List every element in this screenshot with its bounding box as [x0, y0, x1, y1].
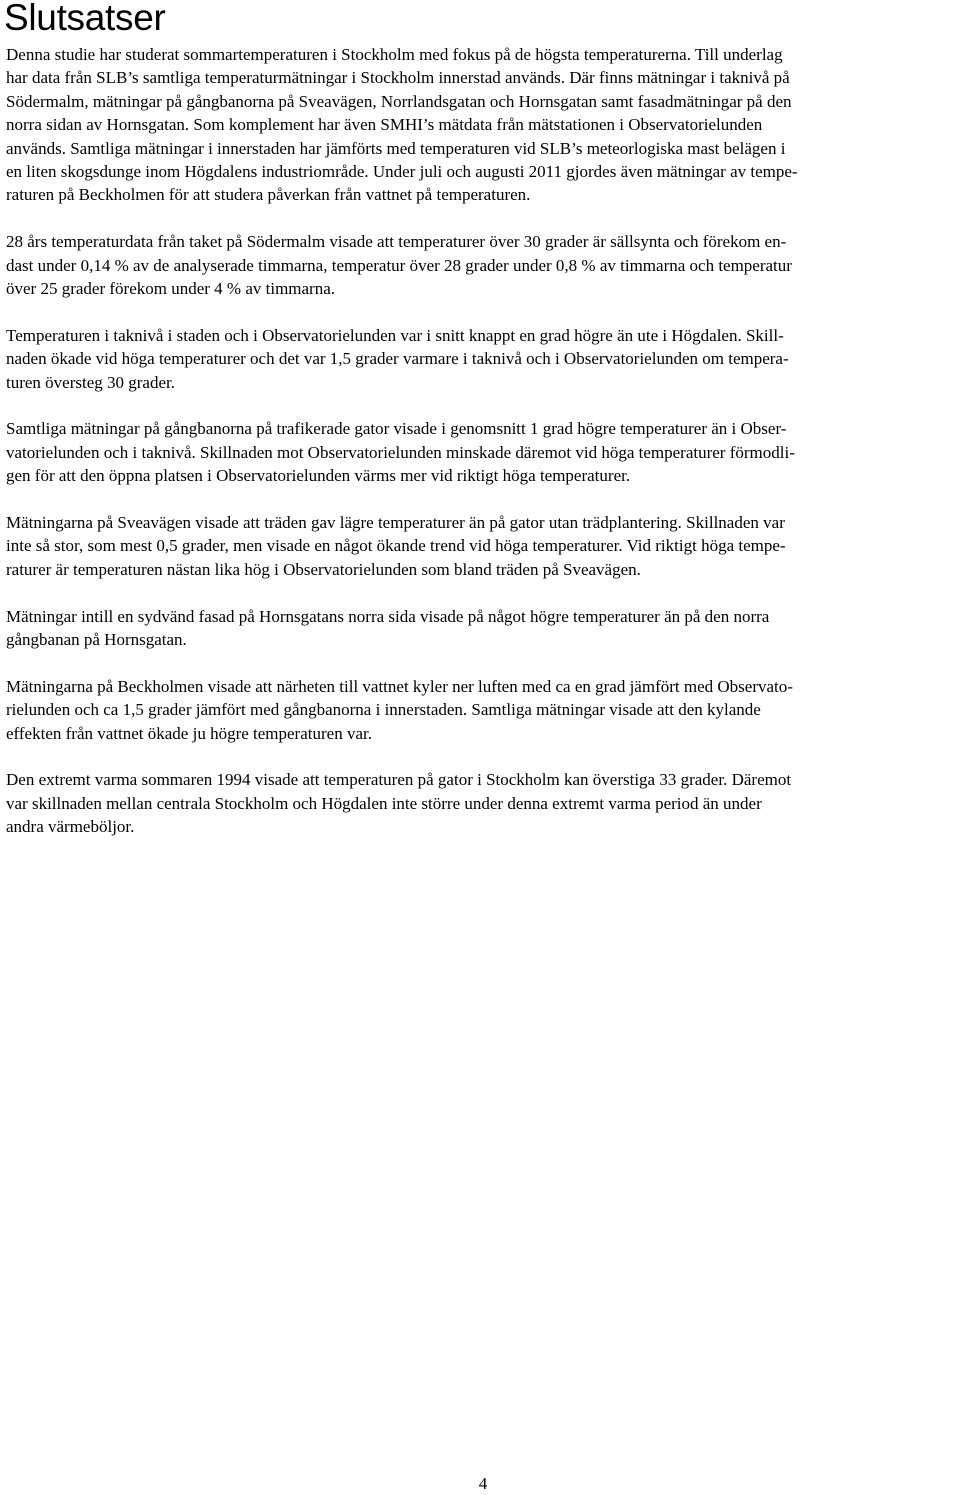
- paragraph-sidewalks: Samtliga mätningar på gångbanorna på trafikerade gator visade i genomsnitt 1 grad högre temperaturer än i Obser- vatorielunden och i taknivå. Skillnaden mot Observatorielunden minskade däremot vid höga temperaturer förmodli- gen för att den öppna platsen i Observatorielunden värms mer vid riktigt höga temperaturer.: [6, 419, 795, 486]
- body-text: [6, 43, 950, 862]
- paragraph-beckholmen: Mätningarna på Beckholmen visade att närheten till vattnet kyler ner luften med ca en grad jämfört med Observato- rielunden och ca 1,5 grader jämfört med gångbanorna i innerstaden. Samtliga mätningar visade att den kylande effekten från vattnet ökade ju högre temperaturen var.: [6, 676, 793, 743]
- paragraph-28-year-data: 28 års temperaturdata från taket på Södermalm visade att temperaturer över 30 grader är sällsynta och förekom en- dast under 0,14 % av de analyserade timmarna, temperatur över 28 grader under 0,8 % av timmarna och temperatur över 25 grader förekom under 4 % av timmarna.: [6, 232, 792, 299]
- page-number: 4: [478, 1474, 488, 1493]
- paragraph-intro: Denna studie har studerat sommartemperaturen i Stockholm med fokus på de högsta temperaturerna. Till underlag har data från SLB’s samtliga temperaturmätningar i Stockholm innerstad används. Där finns mätningar i taknivå på Södermalm, mätningar på gångbanorna på Sveavägen, Norrlandsgatan och Hornsgatan samt fasadmätningar på den norra sidan av Hornsgatan. Som komplement har även SMHI’s mätdata från mätstationen i Observatorielunden används. Samtliga mätningar i innerstaden har jämförts med temperaturen vid SLB’s meteorlogiska mast belägen i en liten skogsdunge inom Högdalens industriområde. Under juli och augusti 2011 gjordes även mätningar av tempe- raturen på Beckholmen för att studera påverkan från vattnet på temperaturen.: [6, 45, 798, 205]
- paragraph-summer-1994: Den extremt varma sommaren 1994 visade att temperaturen på gator i Stockholm kan överstiga 33 grader. Däremot var skillnaden mellan centrala Stockholm och Högdalen inte större under denna extremt varma period än under andra värmeböljor.: [6, 770, 792, 837]
- paragraph-hornsgatan-facade: Mätningar intill en sydvänd fasad på Hornsgatans norra sida visade på något högre temperaturer än på den norra gångbanan på Hornsgatan.: [6, 606, 770, 650]
- paragraph-sveavagen: Mätningarna på Sveavägen visade att träden gav lägre temperaturer än på gator utan trädplantering. Skillnaden var inte så stor, som mest 0,5 grader, men visade en något ökande trend vid höga temperaturer. Vid riktigt höga tempe- raturer är temperaturen nästan lika hög i Observatorielunden som bland träden på Sveavägen.: [6, 513, 786, 579]
- section-heading: Slutsatser: [4, 0, 166, 38]
- paragraph-roof-level: Temperaturen i taknivå i staden och i Observatorielunden var i snitt knappt en grad högre än ute i Högdalen. Skill- naden ökade vid höga temperaturer och det var 1,5 grader varmare i taknivå och i Observatorielunden om tempera- turen översteg 30 grader.: [6, 325, 789, 392]
